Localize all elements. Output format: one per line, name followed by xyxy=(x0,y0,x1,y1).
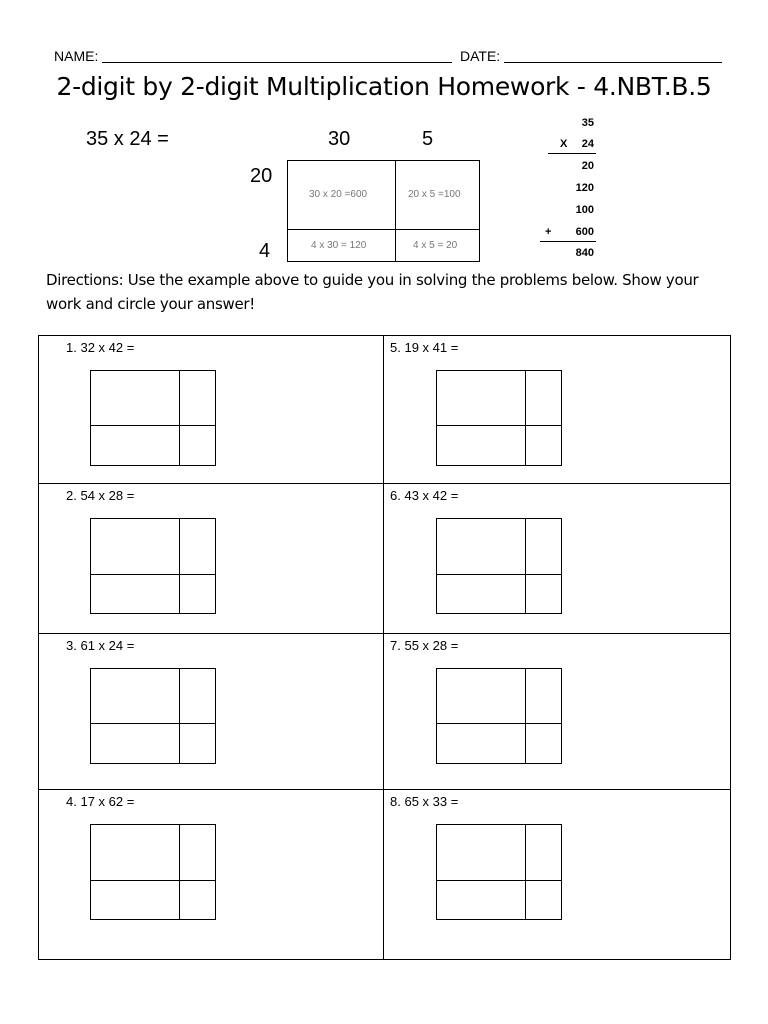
name-label: NAME: xyxy=(54,48,99,64)
date-label: DATE: xyxy=(460,48,501,64)
directions-text: Directions: Use the example above to guide you in solving the problems below. Show your work and circle your answer! xyxy=(46,271,699,313)
problem-label: 2. 54 x 28 = xyxy=(66,488,135,503)
vertical-multiplier: 24 xyxy=(581,138,594,150)
vertical-total: 840 xyxy=(575,247,594,259)
problem-label: 5. 19 x 41 = xyxy=(390,340,459,355)
area-model-box[interactable] xyxy=(90,518,216,614)
example-col-header-ones: 5 xyxy=(422,128,434,150)
vertical-partial: 20 xyxy=(581,160,594,172)
area-model-divider xyxy=(525,370,526,466)
example-area-model-divider xyxy=(287,229,480,230)
area-model-box[interactable] xyxy=(90,824,216,920)
example-row-header-ones: 4 xyxy=(259,240,271,262)
grid-divider xyxy=(38,633,731,634)
area-model-divider xyxy=(436,723,562,724)
grid-divider xyxy=(38,483,731,484)
vertical-partial: 100 xyxy=(575,204,594,216)
vertical-underline xyxy=(548,153,596,154)
vertical-top-number: 35 xyxy=(581,117,594,129)
example-cell: 4 x 30 = 120 xyxy=(311,240,367,251)
area-model-divider xyxy=(179,824,180,920)
area-model-divider xyxy=(436,425,562,426)
area-model-box[interactable] xyxy=(90,668,216,764)
date-field-line[interactable] xyxy=(504,62,722,63)
area-model-divider xyxy=(525,668,526,764)
vertical-plus-sign: + xyxy=(545,226,552,238)
area-model-divider xyxy=(90,425,216,426)
grid-divider xyxy=(383,335,384,960)
example-cell: 4 x 5 = 20 xyxy=(413,240,458,251)
vertical-sum-line xyxy=(540,241,596,242)
example-row-header-tens: 20 xyxy=(250,165,273,187)
area-model-divider xyxy=(436,880,562,881)
example-cell: 30 x 20 =600 xyxy=(309,189,368,200)
problem-label: 7. 55 x 28 = xyxy=(390,638,459,653)
area-model-box[interactable] xyxy=(436,668,562,764)
problem-label: 4. 17 x 62 = xyxy=(66,794,135,809)
area-model-box[interactable] xyxy=(436,370,562,466)
grid-divider xyxy=(38,789,731,790)
area-model-divider xyxy=(525,824,526,920)
area-model-divider xyxy=(436,574,562,575)
area-model-divider xyxy=(179,668,180,764)
area-model-box[interactable] xyxy=(436,824,562,920)
vertical-times-sign: X xyxy=(560,138,568,150)
area-model-divider xyxy=(90,880,216,881)
vertical-partial: 600 xyxy=(575,226,594,238)
area-model-box[interactable] xyxy=(90,370,216,466)
area-model-box[interactable] xyxy=(436,518,562,614)
name-field-line[interactable] xyxy=(102,62,452,63)
problem-label: 6. 43 x 42 = xyxy=(390,488,459,503)
area-model-divider xyxy=(90,723,216,724)
example-area-model-divider xyxy=(395,160,396,262)
example-cell: 20 x 5 =100 xyxy=(408,189,461,200)
area-model-divider xyxy=(525,518,526,614)
example-problem: 35 x 24 = xyxy=(86,128,169,150)
vertical-partial: 120 xyxy=(575,182,594,194)
example-col-header-tens: 30 xyxy=(328,128,351,150)
area-model-divider xyxy=(179,518,180,614)
problem-label: 1. 32 x 42 = xyxy=(66,340,135,355)
page-title: 2-digit by 2-digit Multiplication Homework - 4.NBT.B.5 xyxy=(56,72,712,101)
area-model-divider xyxy=(90,574,216,575)
problem-label: 3. 61 x 24 = xyxy=(66,638,135,653)
area-model-divider xyxy=(179,370,180,466)
problem-label: 8. 65 x 33 = xyxy=(390,794,459,809)
